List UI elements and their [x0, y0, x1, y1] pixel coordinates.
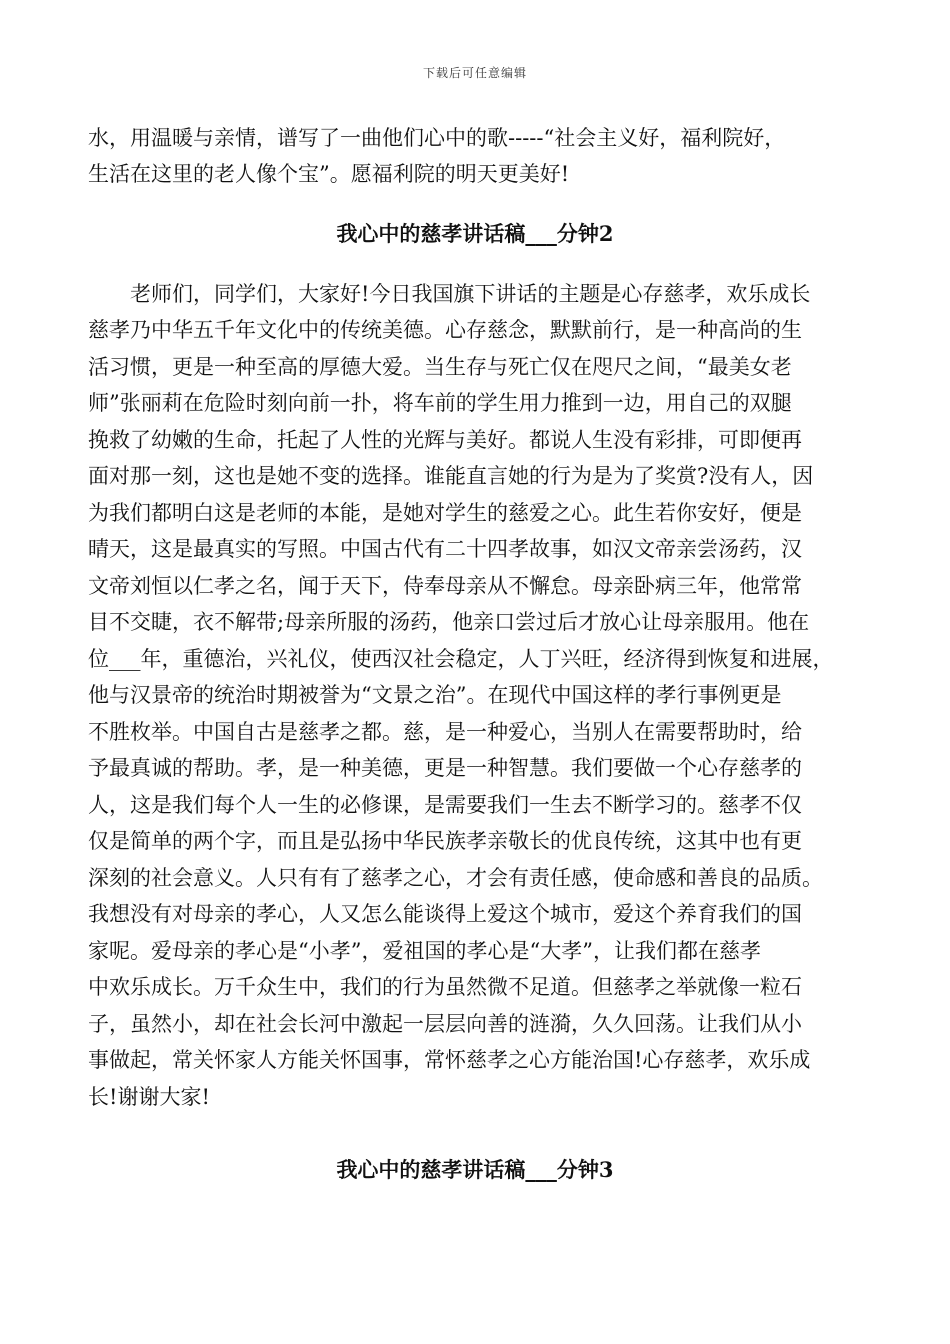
- body-line: 不胜枚举。中国自古是慈孝之都。慈，是一种爱心，当别人在需要帮助时，给: [88, 720, 802, 744]
- body-line: 人，这是我们每个人一生的必修课，是需要我们一生去不断学习的。慈孝不仅: [88, 793, 802, 817]
- body-line: 文帝刘恒以仁孝之名，闻于天下，侍奉母亲从不懈怠。母亲卧病三年，他常常: [88, 574, 802, 598]
- section-heading-2: 我心中的慈孝讲话稿___分钟2: [336, 221, 614, 246]
- body-line: 深刻的社会意义。人只有有了慈孝之心，才会有责任感，使命感和善良的品质。: [88, 866, 823, 890]
- intro-line: 水，用温暖与亲情，谱写了一曲他们心中的歌-----“社会主义好，福利院好，: [88, 126, 786, 150]
- section-heading-3: 我心中的慈孝讲话稿___分钟3: [336, 1157, 614, 1182]
- body-line: 目不交睫，衣不解带;母亲所服的汤药，他亲口尝过后才放心让母亲服用。他在: [88, 610, 810, 634]
- body-line: 他与汉景帝的统治时期被誉为“文景之治”。在现代中国这样的孝行事例更是: [88, 683, 782, 707]
- body-line: 事做起，常关怀家人方能关怀国事，常怀慈孝之心方能治国!心存慈孝，欢乐成: [88, 1048, 811, 1072]
- body-line: 予最真诚的帮助。孝，是一种美德，更是一种智慧。我们要做一个心存慈孝的: [88, 756, 802, 780]
- body-line: 位___年，重德治，兴礼仪，使西汉社会稳定，人丁兴旺，经济得到恢复和进展，: [88, 647, 834, 671]
- body-line: 老师们，同学们，大家好!今日我国旗下讲话的主题是心存慈孝，欢乐成长: [88, 282, 811, 306]
- body-line: 挽救了幼嫩的生命，托起了人性的光辉与美好。都说人生没有彩排，可即便再: [88, 428, 802, 452]
- body-line: 仅是简单的两个字，而且是弘扬中华民族孝亲敬长的优良传统，这其中也有更: [88, 829, 802, 853]
- page-header: 下载后可任意编辑: [422, 66, 527, 80]
- body-line: 家呢。爱母亲的孝心是“小孝”，爱祖国的孝心是“大孝”，让我们都在慈孝: [88, 939, 761, 963]
- body-line: 晴天，这是最真实的写照。中国古代有二十四孝故事，如汉文帝亲尝汤药，汉: [88, 537, 802, 561]
- body-line: 师”张丽莉在危险时刻向前一扑，将车前的学生用力推到一边，用自己的双腿: [88, 391, 792, 415]
- body-line: 活习惯，更是一种至高的厚德大爱。当生存与死亡仅在咫尺之间，“最美女老: [88, 355, 792, 379]
- body-line: 中欢乐成长。万千众生中，我们的行为虽然微不足道。但慈孝之举就像一粒石: [88, 975, 802, 999]
- intro-line: 生活在这里的老人像个宝”。愿福利院的明天更美好!: [88, 162, 570, 186]
- body-line: 为我们都明白这是老师的本能，是她对学生的慈爱之心。此生若你安好，便是: [88, 501, 802, 525]
- body-line: 长!谢谢大家!: [88, 1085, 210, 1109]
- body-line: 子，虽然小，却在社会长河中激起一层层向善的涟漪，久久回荡。让我们从小: [88, 1012, 802, 1036]
- body-line: 慈孝乃中华五千年文化中的传统美德。心存慈念，默默前行，是一种高尚的生: [88, 318, 802, 342]
- body-line: 我想没有对母亲的孝心，人又怎么能谈得上爱这个城市，爱这个养育我们的国: [88, 902, 802, 926]
- body-line: 面对那一刻，这也是她不变的选择。谁能直言她的行为是为了奖赏?没有人，因: [88, 464, 814, 488]
